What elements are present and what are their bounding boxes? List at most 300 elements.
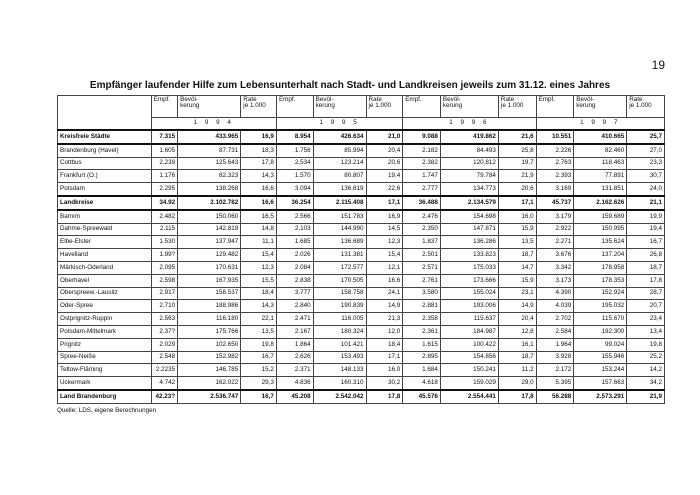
row-label: Oberhavel [58,274,152,287]
corner-cell [58,96,152,131]
row-label: Potsdam-Mittelmark [58,325,152,338]
cell-rate: 13,4 [627,325,665,338]
cell-empf: 2.167 [276,325,313,338]
cell-bev: 115.670 [574,313,627,326]
cell-rate: 20,6 [498,183,536,196]
cell-empf: 1.684 [403,364,441,377]
cell-bev: 2.162.626 [574,196,627,210]
cell-rate: 19,4 [627,223,665,236]
data-table [57,95,665,404]
cell-bev: 2.554.441 [440,390,498,403]
cell-bev: 419.862 [440,130,498,144]
table-row [58,170,665,183]
cell-empf: 2.548 [151,351,177,364]
cell-rate: 18,3 [241,144,277,157]
cell-empf: 2.761 [403,274,441,287]
cell-rate: 30,7 [627,170,665,183]
cell-empf: 2.37? [151,325,177,338]
cell-bev: 82.460 [574,144,627,157]
cell-rate: 12,1 [366,261,403,274]
cell-rate: 27,0 [627,144,665,157]
row-label: Barnim [58,210,152,223]
row-label: Uckermark [58,377,152,390]
cell-bev: 80.807 [313,170,366,183]
page-number: 19 [651,58,665,72]
cell-empf: 2.2235 [151,364,177,377]
row-label: Landkreise [58,196,152,210]
cell-empf: 34.92 [151,196,177,210]
cell-bev: 150.060 [178,210,241,223]
table-title: Empfänger laufender Hilfe zum Lebensunterhalt nach Stadt- und Landkreisen jeweils zum 31.12. eines Jahres [89,80,611,91]
cell-empf: 2.295 [151,183,177,196]
cell-rate: 12,3 [241,261,277,274]
cell-empf: 2.350 [403,223,441,236]
cell-bev: 192.300 [574,325,627,338]
cell-rate: 16,7 [241,351,277,364]
cell-rate: 14,7 [498,261,536,274]
cell-rate: 14,5 [366,223,403,236]
table-row [58,249,665,262]
table-row [58,183,665,196]
cell-bev: 152.924 [574,287,627,300]
year-1997: 1 9 9 7 [536,118,664,131]
cell-rate: 25,8 [498,144,536,157]
cell-empf: 8.954 [276,130,313,144]
cell-bev: 138.268 [178,183,241,196]
cell-empf: 2.371 [276,364,313,377]
cell-bev: 159.029 [440,377,498,390]
cell-bev: 154.856 [440,351,498,364]
cell-bev: 158.758 [313,287,366,300]
cell-bev: 2.134.579 [440,196,498,210]
cell-rate: 12,3 [366,236,403,249]
cell-bev: 153.244 [574,364,627,377]
cell-bev: 123.214 [313,157,366,170]
cell-empf: 2.584 [536,325,574,338]
cell-bev: 142.819 [178,223,241,236]
cell-empf: 2.382 [403,157,441,170]
cell-empf: 42.23? [151,390,177,403]
cell-empf: 2.571 [403,261,441,274]
row-label: Märkisch-Oderland [58,261,152,274]
cell-empf: 4.039 [536,300,574,313]
cell-empf: 3.580 [403,287,441,300]
cell-bev: 188.986 [178,300,241,313]
cell-empf: 2.182 [403,144,441,157]
cell-bev: 87.731 [178,144,241,157]
cell-bev: 116.180 [178,313,241,326]
cell-empf: 1.176 [151,170,177,183]
cell-empf: 1.756 [276,144,313,157]
cell-rate: 15,2 [241,364,277,377]
cell-bev: 82.323 [178,170,241,183]
cell-rate: 30,2 [366,377,403,390]
cell-rate: 19,4 [366,170,403,183]
cell-bev: 134.773 [440,183,498,196]
cell-empf: 2.840 [276,300,313,313]
cell-empf: 2.115 [151,223,177,236]
cell-empf: 2.838 [276,274,313,287]
cell-empf: 3.928 [536,351,574,364]
cell-rate: 34,2 [627,377,665,390]
cell-empf: 1.685 [276,236,313,249]
cell-rate: 26,8 [627,249,665,262]
cell-rate: 28,7 [627,287,665,300]
cell-rate: 23,1 [498,287,536,300]
cell-empf: 45.737 [536,196,574,210]
cell-empf: 45.576 [403,390,441,403]
row-label: Cottbus [58,157,152,170]
cell-empf: 1.964 [536,338,574,351]
year-1994: 1 9 9 4 [151,118,276,131]
cell-bev: 178.958 [574,261,627,274]
header-bev: Bevöl- kerung [440,96,498,118]
cell-rate: 23,3 [627,157,665,170]
cell-bev: 172.577 [313,261,366,274]
cell-rate: 17,8 [498,390,536,403]
table-row [58,287,665,300]
cell-bev: 131.381 [313,249,366,262]
row-label: Frankfurt (O.) [58,170,152,183]
cell-rate: 14,9 [366,300,403,313]
cell-empf: 2.566 [276,210,313,223]
cell-rate: 15,4 [241,249,277,262]
year-1995: 1 9 9 5 [276,118,402,131]
cell-rate: 14,3 [241,300,277,313]
header-empf: Empf. [536,96,574,118]
cell-bev: 116.005 [313,313,366,326]
cell-empf: 3.179 [536,210,574,223]
header-bev: Bevöl- kerung [574,96,627,118]
cell-rate: 21,3 [366,313,403,326]
cell-bev: 2.573.291 [574,390,627,403]
cell-empf: 2.239 [151,157,177,170]
cell-bev: 146.785 [178,364,241,377]
table-body [58,130,665,403]
cell-empf: 2.563 [151,313,177,326]
cell-empf: 2.501 [403,249,441,262]
cell-rate: 14,3 [241,170,277,183]
cell-empf: 2.029 [151,338,177,351]
cell-empf: 56.288 [536,390,574,403]
cell-bev: 84.493 [440,144,498,157]
cell-empf: 2.598 [151,274,177,287]
cell-rate: 18,4 [241,287,277,300]
cell-rate: 25,7 [627,130,665,144]
cell-bev: 77.891 [574,170,627,183]
year-1996: 1 9 9 6 [403,118,536,131]
cell-rate: 16,5 [241,210,277,223]
cell-bev: 136.619 [313,183,366,196]
cell-bev: 2.536.747 [178,390,241,403]
cell-rate: 12,8 [498,325,536,338]
cell-rate: 13,5 [241,325,277,338]
cell-rate: 14,2 [627,364,665,377]
cell-rate: 24,0 [627,183,665,196]
cell-empf: 2.172 [536,364,574,377]
cell-empf: 3.676 [536,249,574,262]
cell-bev: 159.689 [574,210,627,223]
cell-empf: 36.254 [276,196,313,210]
cell-rate: 17,1 [366,196,403,210]
cell-empf: 4.836 [276,377,313,390]
source-note: Quelle: LDS, eigene Berechnungen [57,407,157,414]
cell-rate: 15,9 [498,223,536,236]
cell-rate: 24,1 [366,287,403,300]
cell-bev: 157.663 [574,377,627,390]
cell-rate: 17,8 [241,157,277,170]
table-row [58,377,665,390]
cell-bev: 433.965 [178,130,241,144]
cell-empf: 1.530 [151,236,177,249]
cell-bev: 160.310 [313,377,366,390]
cell-empf: 1.605 [151,144,177,157]
cell-bev: 131.851 [574,183,627,196]
cell-empf: 3.169 [536,183,574,196]
cell-bev: 178.353 [574,274,627,287]
cell-rate: 16,6 [241,196,277,210]
row-label: Spree-Neiße [58,351,152,364]
cell-bev: 153.493 [313,351,366,364]
cell-rate: 19,8 [241,338,277,351]
cell-bev: 148.133 [313,364,366,377]
cell-empf: 2.103 [276,223,313,236]
cell-bev: 137.204 [574,249,627,262]
cell-rate: 17,1 [366,351,403,364]
header-bev: Bevöl- kerung [178,96,241,118]
cell-rate: 19,9 [627,210,665,223]
cell-rate: 13,5 [498,236,536,249]
cell-rate: 19,7 [498,157,536,170]
header-empf: Empf. [403,96,441,118]
cell-bev: 115.637 [440,313,498,326]
cell-rate: 20,4 [366,144,403,157]
cell-empf: 45.208 [276,390,313,403]
cell-empf: 4.618 [403,377,441,390]
row-label: Potsdam [58,183,152,196]
cell-rate: 21,6 [498,130,536,144]
cell-rate: 17,8 [627,274,665,287]
cell-rate: 16,1 [498,338,536,351]
cell-empf: 2.626 [276,351,313,364]
table-row [58,351,665,364]
column-header-row [58,96,665,118]
cell-bev: 150.995 [574,223,627,236]
header-rate: Rate je 1.000 [241,96,277,118]
cell-rate: 21,9 [627,390,665,403]
cell-rate: 19,8 [627,338,665,351]
table-row [58,300,665,313]
cell-bev: 193.006 [440,300,498,313]
cell-bev: 184.987 [440,325,498,338]
cell-bev: 162.022 [178,377,241,390]
cell-empf: 36.488 [403,196,441,210]
cell-empf: 7.315 [151,130,177,144]
cell-rate: 15,9 [498,274,536,287]
cell-empf: 2.226 [536,144,574,157]
cell-bev: 173.666 [440,274,498,287]
cell-rate: 16,6 [366,274,403,287]
cell-empf: 1.747 [403,170,441,183]
cell-rate: 18,7 [498,351,536,364]
cell-empf: 2.476 [403,210,441,223]
cell-bev: 137.947 [178,236,241,249]
cell-rate: 29,3 [241,377,277,390]
table-row [58,144,665,157]
cell-rate: 11,2 [498,364,536,377]
cell-bev: 170.631 [178,261,241,274]
cell-empf: 2,710 [151,300,177,313]
cell-bev: 195.032 [574,300,627,313]
cell-bev: 180.324 [313,325,366,338]
row-label: Havelland [58,249,152,262]
table-row [58,236,665,249]
cell-rate: 16,7 [627,236,665,249]
cell-rate: 14,8 [241,223,277,236]
cell-rate: 20,6 [366,157,403,170]
table-row [58,157,665,170]
cell-bev: 79.784 [440,170,498,183]
cell-empf: 1.99? [151,249,177,262]
cell-rate: 16,6 [241,183,277,196]
cell-bev: 135.624 [574,236,627,249]
cell-rate: 18,4 [366,338,403,351]
cell-empf: 2.895 [403,351,441,364]
row-label: Brandenburg (Havel) [58,144,152,157]
cell-rate: 25,2 [627,351,665,364]
cell-bev: 2.542.042 [313,390,366,403]
cell-bev: 102.650 [178,338,241,351]
header-bev: Bevöl- kerung [313,96,366,118]
cell-empf: 2.471 [276,313,313,326]
cell-bev: 118.463 [574,157,627,170]
cell-empf: 2.026 [276,249,313,262]
table-row [58,364,665,377]
table-row [58,390,665,403]
cell-bev: 410.665 [574,130,627,144]
cell-empf: 1.615 [403,338,441,351]
cell-rate: 16,0 [366,364,403,377]
header-rate: Rate je 1.000 [627,96,665,118]
cell-rate: 18,7 [627,261,665,274]
cell-rate: 23,4 [627,313,665,326]
cell-empf: 2.271 [536,236,574,249]
cell-empf: 3.777 [276,287,313,300]
cell-rate: 22,6 [366,183,403,196]
cell-rate: 15,4 [366,249,403,262]
row-label: Kreisfreie Städte [58,130,152,144]
cell-empf: 1.864 [276,338,313,351]
cell-bev: 147.871 [440,223,498,236]
row-label: Land Brandenburg [58,390,152,403]
row-label: Oder-Spree [58,300,152,313]
cell-empf: 2.922 [536,223,574,236]
cell-rate: 17,8 [366,390,403,403]
cell-empf: 5.395 [536,377,574,390]
cell-rate: 15,5 [241,274,277,287]
cell-empf: 2.482 [151,210,177,223]
cell-empf: 9.088 [403,130,441,144]
table-row [58,130,665,144]
cell-rate: 20,7 [627,300,665,313]
cell-bev: 101.421 [313,338,366,351]
cell-empf: 4.390 [536,287,574,300]
header-rate: Rate je 1.000 [498,96,536,118]
cell-bev: 175.766 [178,325,241,338]
cell-rate: 17,1 [498,196,536,210]
cell-bev: 150.241 [440,364,498,377]
cell-empf: 3.342 [536,261,574,274]
cell-rate: 16,9 [241,130,277,144]
table-row [58,338,665,351]
row-label: Ostprignitz-Ruppin [58,313,152,326]
cell-bev: 155.946 [574,351,627,364]
table-row [58,210,665,223]
cell-rate: 16,0 [498,210,536,223]
row-label: Teltow-Fläming [58,364,152,377]
cell-rate: 21,9 [498,170,536,183]
cell-empf: 2.393 [536,170,574,183]
cell-bev: 155.024 [440,287,498,300]
table-row [58,313,665,326]
cell-rate: 16,7 [241,390,277,403]
table-row [58,261,665,274]
cell-bev: 190.839 [313,300,366,313]
cell-bev: 151.783 [313,210,366,223]
cell-empf: 2.084 [276,261,313,274]
cell-empf: 2.702 [536,313,574,326]
cell-bev: 144.990 [313,223,366,236]
cell-bev: 99.024 [574,338,627,351]
cell-bev: 158.537 [178,287,241,300]
cell-rate: 22,1 [241,313,277,326]
table-row [58,223,665,236]
cell-empf: 10.551 [536,130,574,144]
row-label: Prignitz [58,338,152,351]
header-rate: Rate je 1.000 [366,96,403,118]
row-label: Oberspreew.-Lausitz [58,287,152,300]
cell-bev: 129.482 [178,249,241,262]
cell-rate: 16,9 [366,210,403,223]
cell-empf: 1.570 [276,170,313,183]
cell-empf: 2.095 [151,261,177,274]
cell-bev: 85.994 [313,144,366,157]
row-label: Dahme-Spreewald [58,223,152,236]
cell-bev: 2.115.408 [313,196,366,210]
row-label: Elbe-Elster [58,236,152,249]
cell-rate: 21,0 [366,130,403,144]
cell-bev: 152.982 [178,351,241,364]
cell-rate: 11,1 [241,236,277,249]
header-empf: Empf. [151,96,177,118]
cell-empf: 1.837 [403,236,441,249]
cell-empf: 3.094 [276,183,313,196]
cell-rate: 14,9 [498,300,536,313]
cell-empf: 3.173 [536,274,574,287]
cell-empf: 2.881 [403,300,441,313]
cell-bev: 125.643 [178,157,241,170]
cell-bev: 426.634 [313,130,366,144]
cell-rate: 21,1 [627,196,665,210]
cell-bev: 2.102.782 [178,196,241,210]
cell-bev: 170.505 [313,274,366,287]
header-empf: Empf. [276,96,313,118]
cell-empf: 2.763 [536,157,574,170]
cell-rate: 20,4 [498,313,536,326]
cell-empf: 2.361 [403,325,441,338]
cell-rate: 12,0 [366,325,403,338]
cell-bev: 154.698 [440,210,498,223]
